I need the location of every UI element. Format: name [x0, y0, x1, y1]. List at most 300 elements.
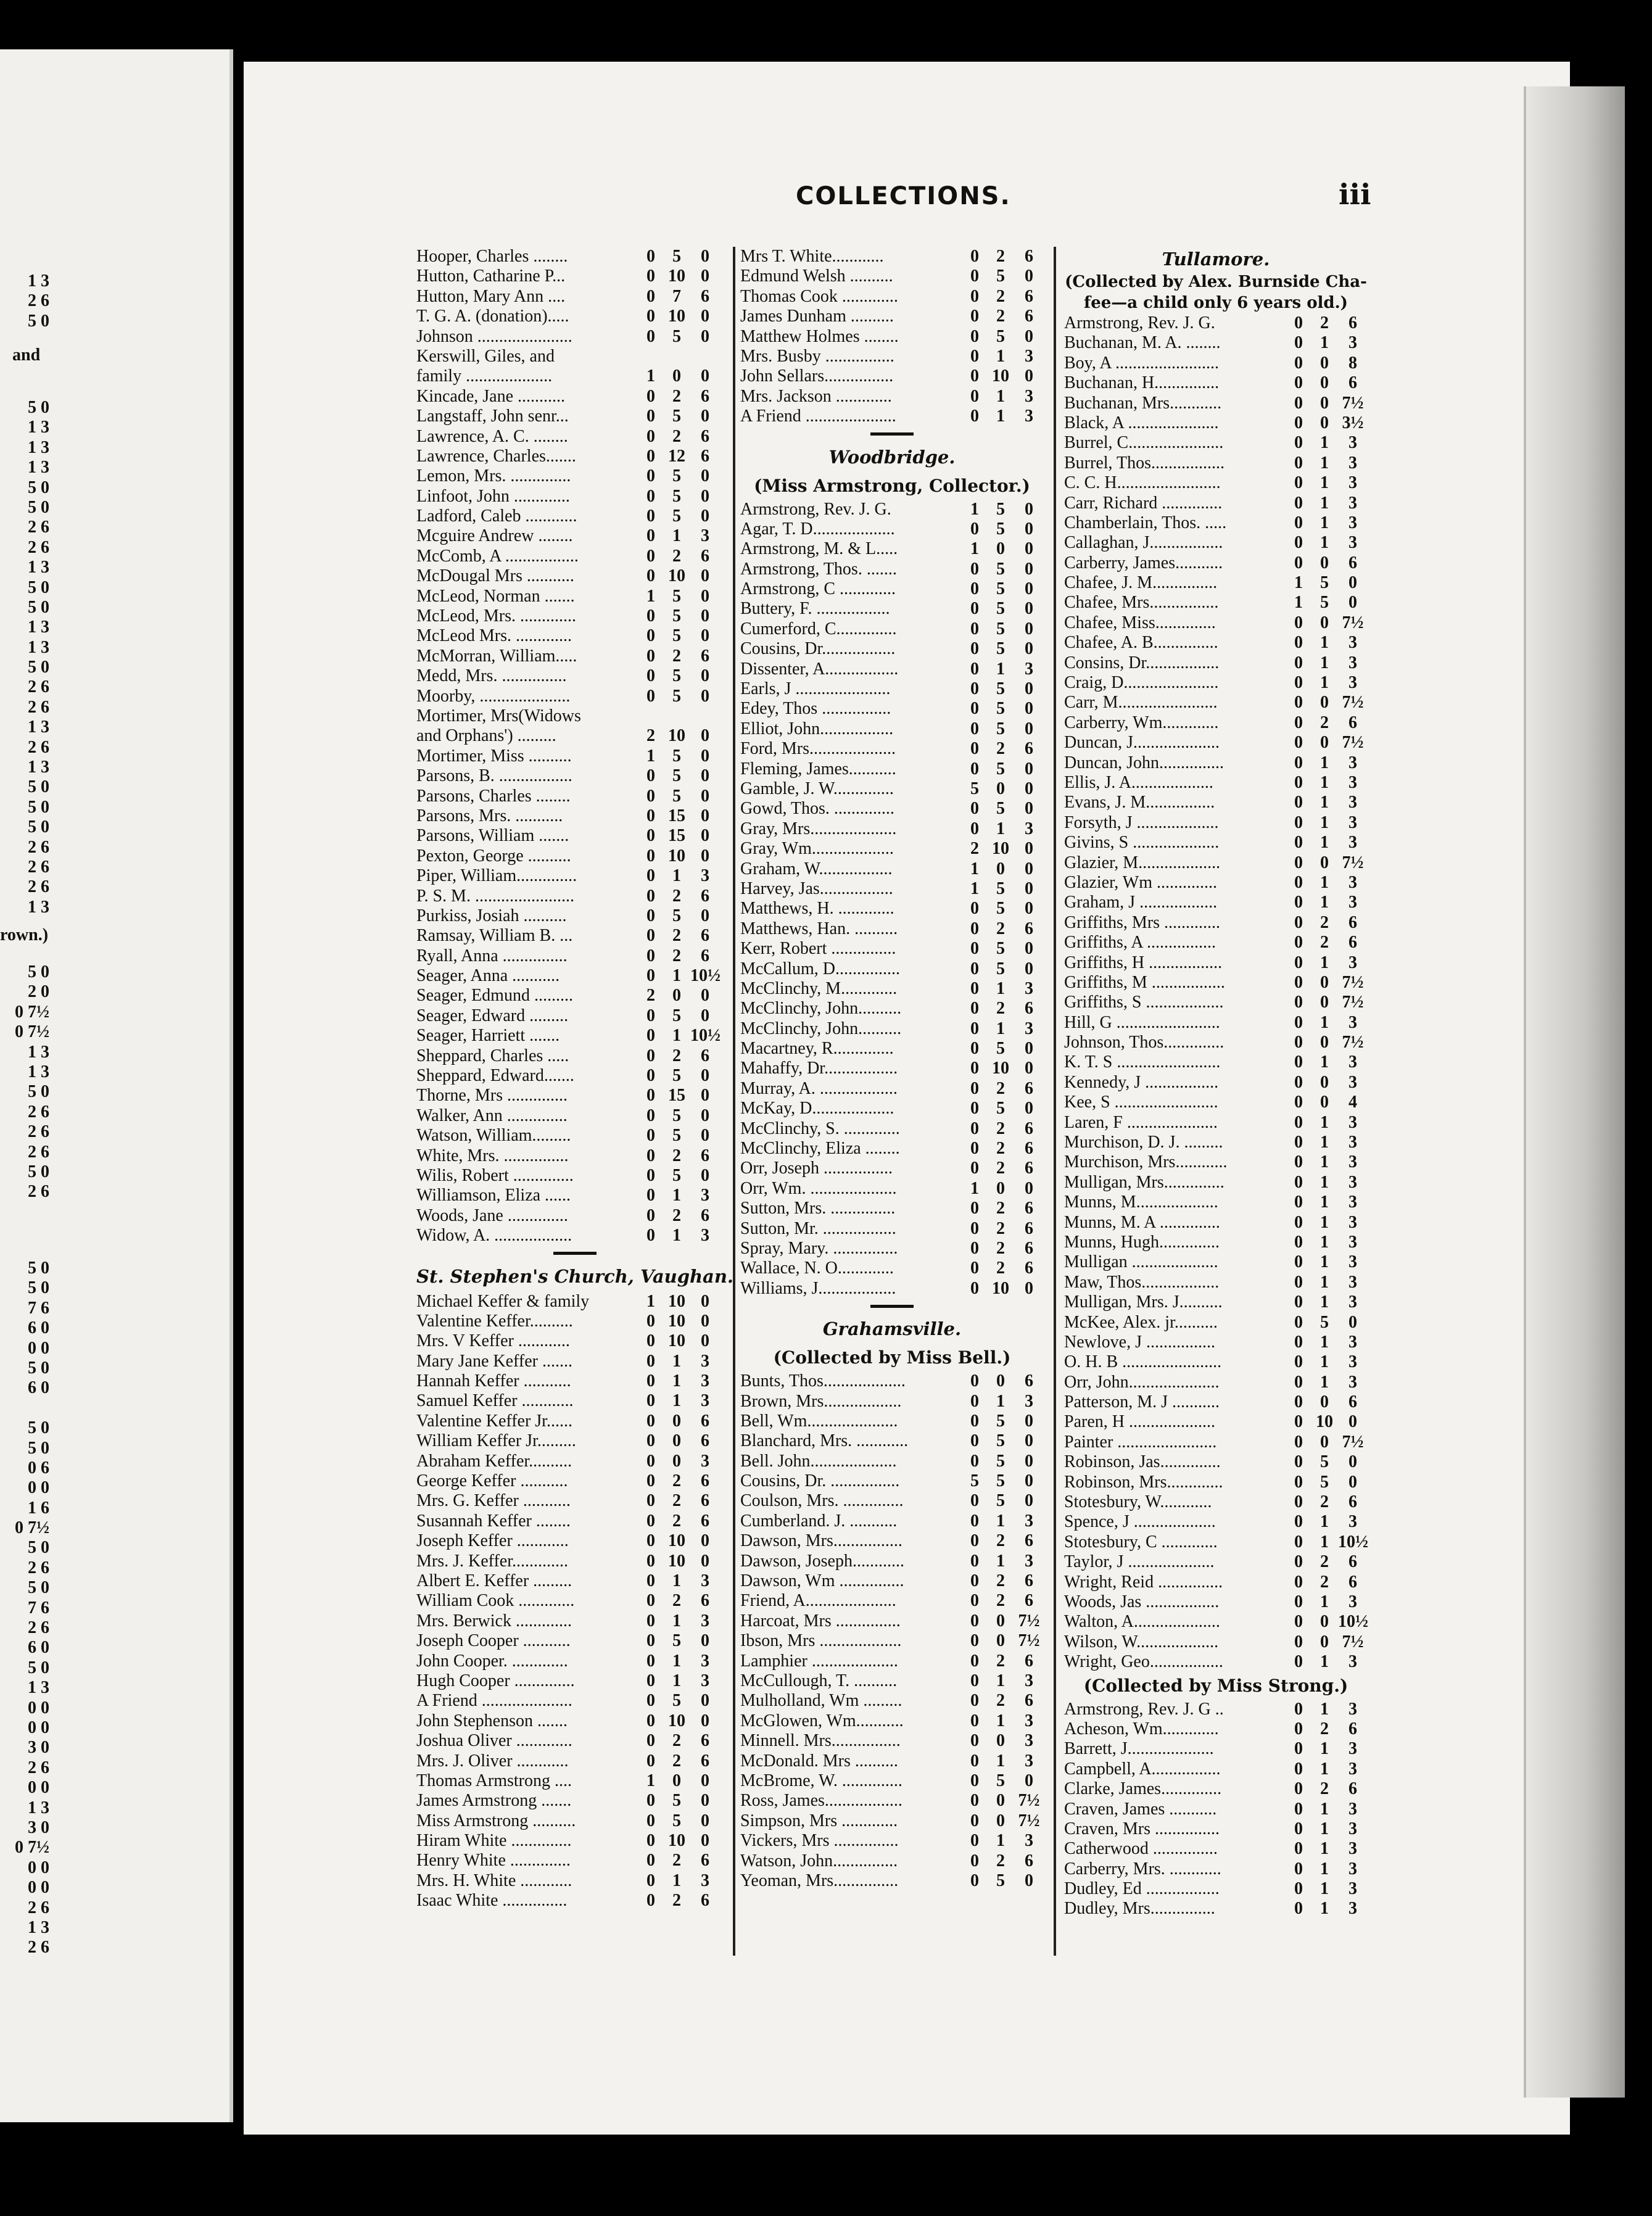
list-item: [416, 407, 733, 426]
shillings-value: 2: [672, 1205, 681, 1225]
pence-value: 3: [701, 1186, 709, 1205]
pounds-value: 0: [970, 959, 979, 978]
pounds-value: 0: [1294, 993, 1303, 1012]
contributor-name: Kerswill, Giles, and: [416, 346, 555, 366]
pounds-value: 0: [646, 626, 655, 646]
shillings-value: 1: [1320, 1879, 1329, 1899]
shillings-value: 2: [672, 1491, 681, 1511]
pounds-value: 0: [646, 646, 655, 666]
list-item: [416, 887, 733, 906]
pounds-value: 0: [646, 1186, 655, 1205]
shillings-value: 1: [1320, 533, 1329, 553]
list-item: [416, 1571, 733, 1591]
shillings-value: 0: [672, 986, 681, 1006]
shillings-value: 0: [1320, 613, 1329, 632]
pounds-value: 0: [1294, 353, 1303, 373]
shillings-value: 2: [672, 426, 681, 446]
pounds-value: 0: [1294, 793, 1303, 812]
contributor-name: A Friend .....................: [740, 407, 896, 426]
pounds-value: 0: [646, 1711, 655, 1730]
contributor-name: Johnson ......................: [416, 326, 572, 346]
shillings-value: 5: [672, 1631, 681, 1651]
list-item: [1064, 1452, 1368, 1472]
shillings-value: 0: [996, 1811, 1005, 1830]
shillings-value: 5: [996, 1431, 1005, 1451]
shillings-value: 5: [996, 1871, 1005, 1890]
pence-value: 3: [1348, 633, 1357, 653]
pence-value: 3: [1348, 1512, 1357, 1532]
shillings-value: 0: [1320, 853, 1329, 872]
pounds-value: 0: [1294, 1652, 1303, 1672]
pounds-value: 0: [970, 1771, 979, 1790]
pounds-value: 0: [970, 899, 979, 919]
pounds-value: 0: [1294, 673, 1303, 693]
shillings-value: 1: [1320, 433, 1329, 453]
pence-value: 3: [1348, 513, 1357, 532]
fragment-text: 0 0: [28, 1878, 49, 1898]
shillings-value: 1: [1320, 833, 1329, 853]
contributor-name: Hill, G ........................: [1064, 1012, 1220, 1032]
pounds-value: 0: [1294, 1212, 1303, 1232]
contributor-name: Gamble, J. W..............: [740, 779, 894, 798]
list-item: [740, 1179, 1044, 1199]
shillings-value: 1: [1320, 812, 1329, 832]
pence-value: 0: [1025, 679, 1033, 699]
list-item: [416, 466, 733, 486]
pence-value: 6: [1025, 247, 1033, 266]
pence-value: 3: [1348, 812, 1357, 832]
fragment-text: 2 6: [28, 518, 49, 537]
fragment-text: 5 0: [28, 1358, 49, 1378]
list-item: [416, 1552, 733, 1571]
list-item: [740, 799, 1044, 819]
pence-value: 0: [1025, 1059, 1033, 1078]
contributor-name: A Friend .....................: [416, 1691, 572, 1711]
shillings-value: 0: [1320, 1392, 1329, 1412]
contributor-name: O. H. B .......................: [1064, 1352, 1222, 1372]
list-item: [740, 719, 1044, 739]
list-item: [740, 1652, 1044, 1671]
pounds-value: 0: [970, 759, 979, 779]
list-item: [740, 579, 1044, 599]
pence-value: 7½: [1342, 693, 1364, 713]
shillings-value: 1: [996, 659, 1005, 679]
pounds-value: 0: [970, 1611, 979, 1631]
list-item: [416, 726, 733, 746]
shillings-value: 2: [1320, 313, 1329, 333]
pence-value: 0: [701, 1791, 709, 1811]
list-item: [740, 1671, 1044, 1691]
list-item: [1064, 673, 1368, 693]
pence-value: 3: [1025, 1751, 1033, 1771]
list-item: [1064, 1700, 1368, 1719]
pounds-value: 0: [970, 1411, 979, 1431]
contributor-name: Buttery, F. .................: [740, 599, 890, 619]
pounds-value: 0: [646, 1431, 655, 1451]
contributor-name: Mulligan, Mrs. J..........: [1064, 1292, 1223, 1312]
shillings-value: 5: [672, 1691, 681, 1711]
pounds-value: 0: [646, 1731, 655, 1751]
shillings-value: 5: [672, 1165, 681, 1185]
pence-value: 6: [1348, 373, 1357, 393]
pounds-value: 0: [970, 1591, 979, 1611]
pounds-value: 0: [1294, 1492, 1303, 1512]
fragment-text: 2 6: [28, 737, 49, 757]
shillings-value: 1: [1320, 653, 1329, 672]
list-item: [416, 1831, 733, 1851]
contributor-name: Seager, Edmund .........: [416, 986, 573, 1006]
pence-value: 7½: [1018, 1631, 1040, 1651]
contributor-name: Samuel Keffer ............: [416, 1391, 574, 1411]
contributor-name: Seager, Harriett .......: [416, 1026, 560, 1046]
shillings-value: 1: [1320, 1532, 1329, 1552]
contributor-name: Forsyth, J ...................: [1064, 812, 1219, 832]
shillings-value: 2: [996, 307, 1005, 326]
list-item: [1064, 1352, 1368, 1372]
shillings-value: 5: [996, 639, 1005, 659]
pence-value: 0: [1348, 1452, 1357, 1472]
pounds-value: 0: [646, 946, 655, 965]
shillings-value: 5: [996, 939, 1005, 959]
list-item: [1064, 653, 1368, 673]
contributor-name: Barrett, J....................: [1064, 1739, 1214, 1759]
fragment-text: 1 3: [28, 1917, 49, 1937]
list-item: [740, 999, 1044, 1019]
shillings-value: 5: [1320, 1312, 1329, 1332]
list-item: [416, 1871, 733, 1891]
pence-value: 0: [701, 1711, 709, 1730]
contributor-name: Sutton, Mrs. ...............: [740, 1199, 896, 1218]
list-item: [416, 547, 733, 566]
contributor-name: Lawrence, A. C. ........: [416, 426, 568, 446]
contributor-name: Dawson, Mrs................: [740, 1531, 902, 1551]
pence-value: 6: [701, 426, 709, 446]
pounds-value: 0: [646, 1046, 655, 1065]
pounds-value: 0: [1294, 933, 1303, 953]
contributor-name: McDougal Mrs ...........: [416, 566, 574, 586]
fragment-text: 0 0: [28, 1478, 49, 1498]
shillings-value: 0: [996, 1731, 1005, 1751]
list-item: [1064, 1412, 1368, 1432]
shillings-value: 2: [672, 1751, 681, 1771]
pounds-value: 0: [970, 1238, 979, 1258]
list-item: [1064, 1313, 1368, 1333]
pence-value: 3: [701, 1226, 709, 1246]
shillings-value: 5: [996, 267, 1005, 286]
contributor-name: McLeod, Mrs. .............: [416, 606, 576, 626]
fragment-text: 5 0: [28, 497, 49, 517]
list-item: [1064, 1779, 1368, 1799]
pounds-value: 0: [646, 1871, 655, 1890]
pence-value: 0: [701, 506, 709, 526]
pounds-value: 0: [1294, 1033, 1303, 1052]
fragment-text: 2 6: [28, 1758, 49, 1777]
contributor-name: Armstrong, C .............: [740, 579, 896, 599]
contributor-name: McGlowen, Wm...........: [740, 1711, 904, 1730]
list-item: [416, 606, 733, 626]
list-item: [1064, 633, 1368, 653]
shillings-value: 2: [672, 546, 681, 566]
list-item: [740, 1412, 1044, 1431]
pounds-value: 0: [646, 1205, 655, 1225]
shillings-value: 1: [1320, 1012, 1329, 1032]
pounds-value: 0: [1294, 1612, 1303, 1632]
pounds-value: 0: [970, 999, 979, 1019]
contributor-name: Widow, A. ..................: [416, 1226, 572, 1246]
pence-value: 3: [1348, 1372, 1357, 1392]
list-item: [416, 1891, 733, 1911]
list-item: [416, 566, 733, 586]
shillings-value: 1: [672, 1226, 681, 1246]
shillings-value: 2: [996, 999, 1005, 1019]
contributor-name: Consins, Dr.................: [1064, 653, 1220, 672]
contributor-name: Ramsay, William B. ...: [416, 926, 573, 946]
contributor-name: Joshua Oliver .............: [416, 1731, 572, 1751]
pounds-value: 0: [970, 1751, 979, 1771]
pence-value: 0: [701, 766, 709, 786]
pence-value: 3: [701, 526, 709, 546]
contributor-name: Sheppard, Charles .....: [416, 1046, 569, 1065]
pence-value: 0: [1348, 573, 1357, 593]
pence-value: 0: [701, 826, 709, 846]
contributor-name: Wallace, N. O.............: [740, 1259, 894, 1278]
pounds-value: 0: [1294, 493, 1303, 513]
list-item: [1064, 333, 1368, 353]
contributor-name: Parsons, Charles ........: [416, 786, 571, 806]
shillings-value: 10: [668, 566, 685, 586]
pounds-value: 0: [646, 247, 655, 266]
pounds-value: 0: [970, 1871, 979, 1890]
list-item: [740, 959, 1044, 979]
fragment-text: 1 3: [28, 458, 49, 478]
list-item: [1064, 473, 1368, 493]
pounds-value: 0: [970, 819, 979, 838]
pence-value: 6: [1025, 1571, 1033, 1591]
fragment-text: 0 0: [28, 1858, 49, 1877]
shillings-value: 2: [1320, 1492, 1329, 1512]
pounds-value: 0: [646, 307, 655, 326]
contributor-name: Vickers, Mrs ...............: [740, 1831, 899, 1851]
list-item: [416, 1006, 733, 1026]
contributor-name: Mrs. V Keffer ............: [416, 1331, 570, 1351]
contributor-name: Maw, Thos..................: [1064, 1272, 1220, 1292]
pounds-value: 0: [646, 1066, 655, 1086]
contributor-name: Cousins, Dr.................: [740, 639, 896, 659]
shillings-value: 5: [996, 1471, 1005, 1491]
contributor-name: Mrs. J. Oliver ............: [416, 1751, 569, 1771]
pounds-value: 0: [1294, 1532, 1303, 1552]
shillings-value: 0: [1320, 1632, 1329, 1652]
fragment-text: 5 0: [28, 597, 49, 617]
pence-value: 6: [701, 926, 709, 946]
pounds-value: 2: [970, 839, 979, 859]
shillings-value: 1: [1320, 1899, 1329, 1919]
pence-value: 6: [1025, 1118, 1033, 1138]
pence-value: 3: [1025, 1019, 1033, 1038]
pounds-value: 0: [646, 486, 655, 506]
list-item: [1064, 613, 1368, 633]
column-divider: [1054, 247, 1056, 1956]
shillings-value: 5: [996, 519, 1005, 539]
pence-value: 3: [1348, 793, 1357, 812]
fragment-text: 5 0: [28, 577, 49, 597]
contributor-name: Carr, Richard ..............: [1064, 493, 1223, 513]
list-item: [1064, 753, 1368, 773]
list-item: [1064, 1719, 1368, 1739]
contributor-name: Griffiths, S ..................: [1064, 993, 1224, 1012]
pence-value: 0: [1025, 539, 1033, 559]
contributor-name: Abraham Keffer..........: [416, 1451, 572, 1471]
pounds-value: 0: [970, 659, 979, 679]
pounds-value: 0: [1294, 872, 1303, 892]
contributor-name: Dudley, Ed .................: [1064, 1879, 1220, 1899]
contributor-name: Murray, A. ..................: [740, 1078, 898, 1098]
contributor-name: Ryall, Anna ...............: [416, 946, 568, 965]
pounds-value: 0: [646, 1311, 655, 1331]
pence-value: 3: [1025, 1391, 1033, 1411]
pounds-value: 0: [646, 1631, 655, 1651]
contributor-name: Agar, T. D...................: [740, 519, 895, 539]
pence-value: 3: [1348, 533, 1357, 553]
list-item: [416, 1312, 733, 1331]
fragment-text: 5 0: [28, 311, 49, 331]
contributor-name: Gray, Wm...................: [740, 839, 894, 859]
fragment-text: 7 6: [28, 1598, 49, 1618]
pounds-value: 0: [1294, 1193, 1303, 1212]
pounds-value: 0: [1294, 1592, 1303, 1611]
pence-value: 6: [701, 1146, 709, 1165]
shillings-value: 10: [992, 1059, 1009, 1078]
page-title: COLLECTIONS.: [796, 182, 1011, 210]
shillings-value: 10: [992, 839, 1009, 859]
pence-value: 3: [701, 1651, 709, 1671]
contributor-name: Albert E. Keffer .........: [416, 1571, 572, 1590]
contributor-name: Burrel, Thos.................: [1064, 453, 1225, 473]
contributor-name: Harcoat, Mrs ...............: [740, 1611, 901, 1631]
pence-value: 3: [1348, 653, 1357, 672]
shillings-value: 10: [668, 307, 685, 326]
pence-value: 3: [1348, 1112, 1357, 1132]
contributor-name: Murchison, D. J. .........: [1064, 1133, 1223, 1152]
pounds-value: 0: [646, 1451, 655, 1471]
fragment-text: 5 0: [28, 658, 49, 677]
shillings-value: 2: [996, 1118, 1005, 1138]
list-item: [1064, 1899, 1368, 1919]
pence-value: 10½: [690, 966, 721, 986]
pounds-value: 0: [970, 579, 979, 599]
fragment-text: 2 6: [28, 1142, 49, 1162]
shillings-value: 5: [672, 606, 681, 626]
contributor-name: Robinson, Mrs.............: [1064, 1472, 1223, 1492]
contributor-name: John Stephenson .......: [416, 1711, 568, 1730]
list-item: [416, 1431, 733, 1451]
shillings-value: 0: [996, 779, 1005, 798]
page-edge: [1524, 86, 1625, 2098]
list-item: [1064, 793, 1368, 812]
pounds-value: 0: [970, 1099, 979, 1118]
pounds-value: 0: [646, 1391, 655, 1411]
pence-value: 0: [701, 626, 709, 646]
fragment-text: 6 0: [28, 1318, 49, 1338]
pence-value: 6: [1025, 307, 1033, 326]
pence-value: 0: [701, 1631, 709, 1651]
shillings-value: 1: [1320, 1739, 1329, 1759]
shillings-value: 5: [1320, 1472, 1329, 1492]
pounds-value: 0: [1294, 333, 1303, 353]
contributor-name: Lamphier ....................: [740, 1651, 898, 1671]
fragment-text: 2 6: [28, 1898, 49, 1917]
pence-value: 0: [701, 1531, 709, 1551]
pounds-value: 0: [970, 366, 979, 386]
shillings-value: 2: [672, 1511, 681, 1531]
pounds-value: 0: [970, 386, 979, 406]
contributor-name: Mrs. Jackson .............: [740, 386, 892, 406]
contributor-name: Harvey, Jas.................: [740, 879, 893, 898]
list-item: [740, 1139, 1044, 1159]
pounds-value: 0: [970, 1218, 979, 1238]
contributor-name: Burrel, C......................: [1064, 433, 1224, 453]
contributor-name: Patterson, M. J ...........: [1064, 1392, 1220, 1412]
shillings-value: 10: [668, 1831, 685, 1851]
pounds-value: 0: [646, 446, 655, 466]
list-item: [1064, 933, 1368, 953]
list-item: [1064, 1392, 1368, 1412]
pence-value: 6: [701, 946, 709, 965]
list-item: [1064, 1532, 1368, 1552]
shillings-value: 0: [1320, 1072, 1329, 1092]
contributor-name: Joseph Keffer ............: [416, 1531, 569, 1551]
contributor-name: Chafee, A. B...............: [1064, 633, 1218, 653]
list-item: [1064, 1013, 1368, 1033]
shillings-value: 10: [668, 726, 685, 746]
pence-value: 7½: [1018, 1811, 1040, 1830]
contributor-name: Macartney, R..............: [740, 1039, 894, 1059]
list-item: [740, 500, 1044, 519]
contributor-name: Brown, Mrs..................: [740, 1391, 902, 1411]
pence-value: 6: [1348, 1392, 1357, 1412]
pence-value: 0: [1025, 859, 1033, 879]
contributor-name: Miss Armstrong ..........: [416, 1811, 576, 1830]
pounds-value: 0: [970, 1278, 979, 1298]
pence-value: 0: [701, 366, 709, 386]
pence-value: 3: [1348, 1859, 1357, 1879]
contributor-name: Stotesbury, W............: [1064, 1492, 1212, 1512]
pounds-value: 0: [970, 1791, 979, 1811]
pence-value: 0: [1025, 1471, 1033, 1491]
pounds-value: 0: [970, 1371, 979, 1391]
pounds-value: 0: [646, 1026, 655, 1046]
pounds-value: 0: [1294, 1133, 1303, 1152]
contributor-name: Munns, M...................: [1064, 1193, 1218, 1212]
contributor-name: Parsons, Mrs. ...........: [416, 806, 563, 825]
list-item: [416, 347, 733, 366]
shillings-value: 1: [672, 866, 681, 886]
list-item: [1064, 913, 1368, 933]
pounds-value: 0: [646, 546, 655, 566]
fragment-text: [0, 1399, 62, 1418]
pounds-value: 0: [646, 1411, 655, 1431]
pounds-value: 0: [1294, 733, 1303, 753]
list-item: [416, 746, 733, 766]
shillings-value: 1: [1320, 872, 1329, 892]
list-item: [1064, 453, 1368, 473]
contributor-name: William Cook .............: [416, 1591, 575, 1611]
shillings-value: 2: [996, 247, 1005, 266]
pence-value: 10½: [1338, 1532, 1368, 1552]
fragment-text: 0 7½: [15, 1518, 49, 1538]
pence-value: 3: [1348, 1332, 1357, 1352]
contributor-name: Cumberland. J. ...........: [740, 1511, 898, 1531]
